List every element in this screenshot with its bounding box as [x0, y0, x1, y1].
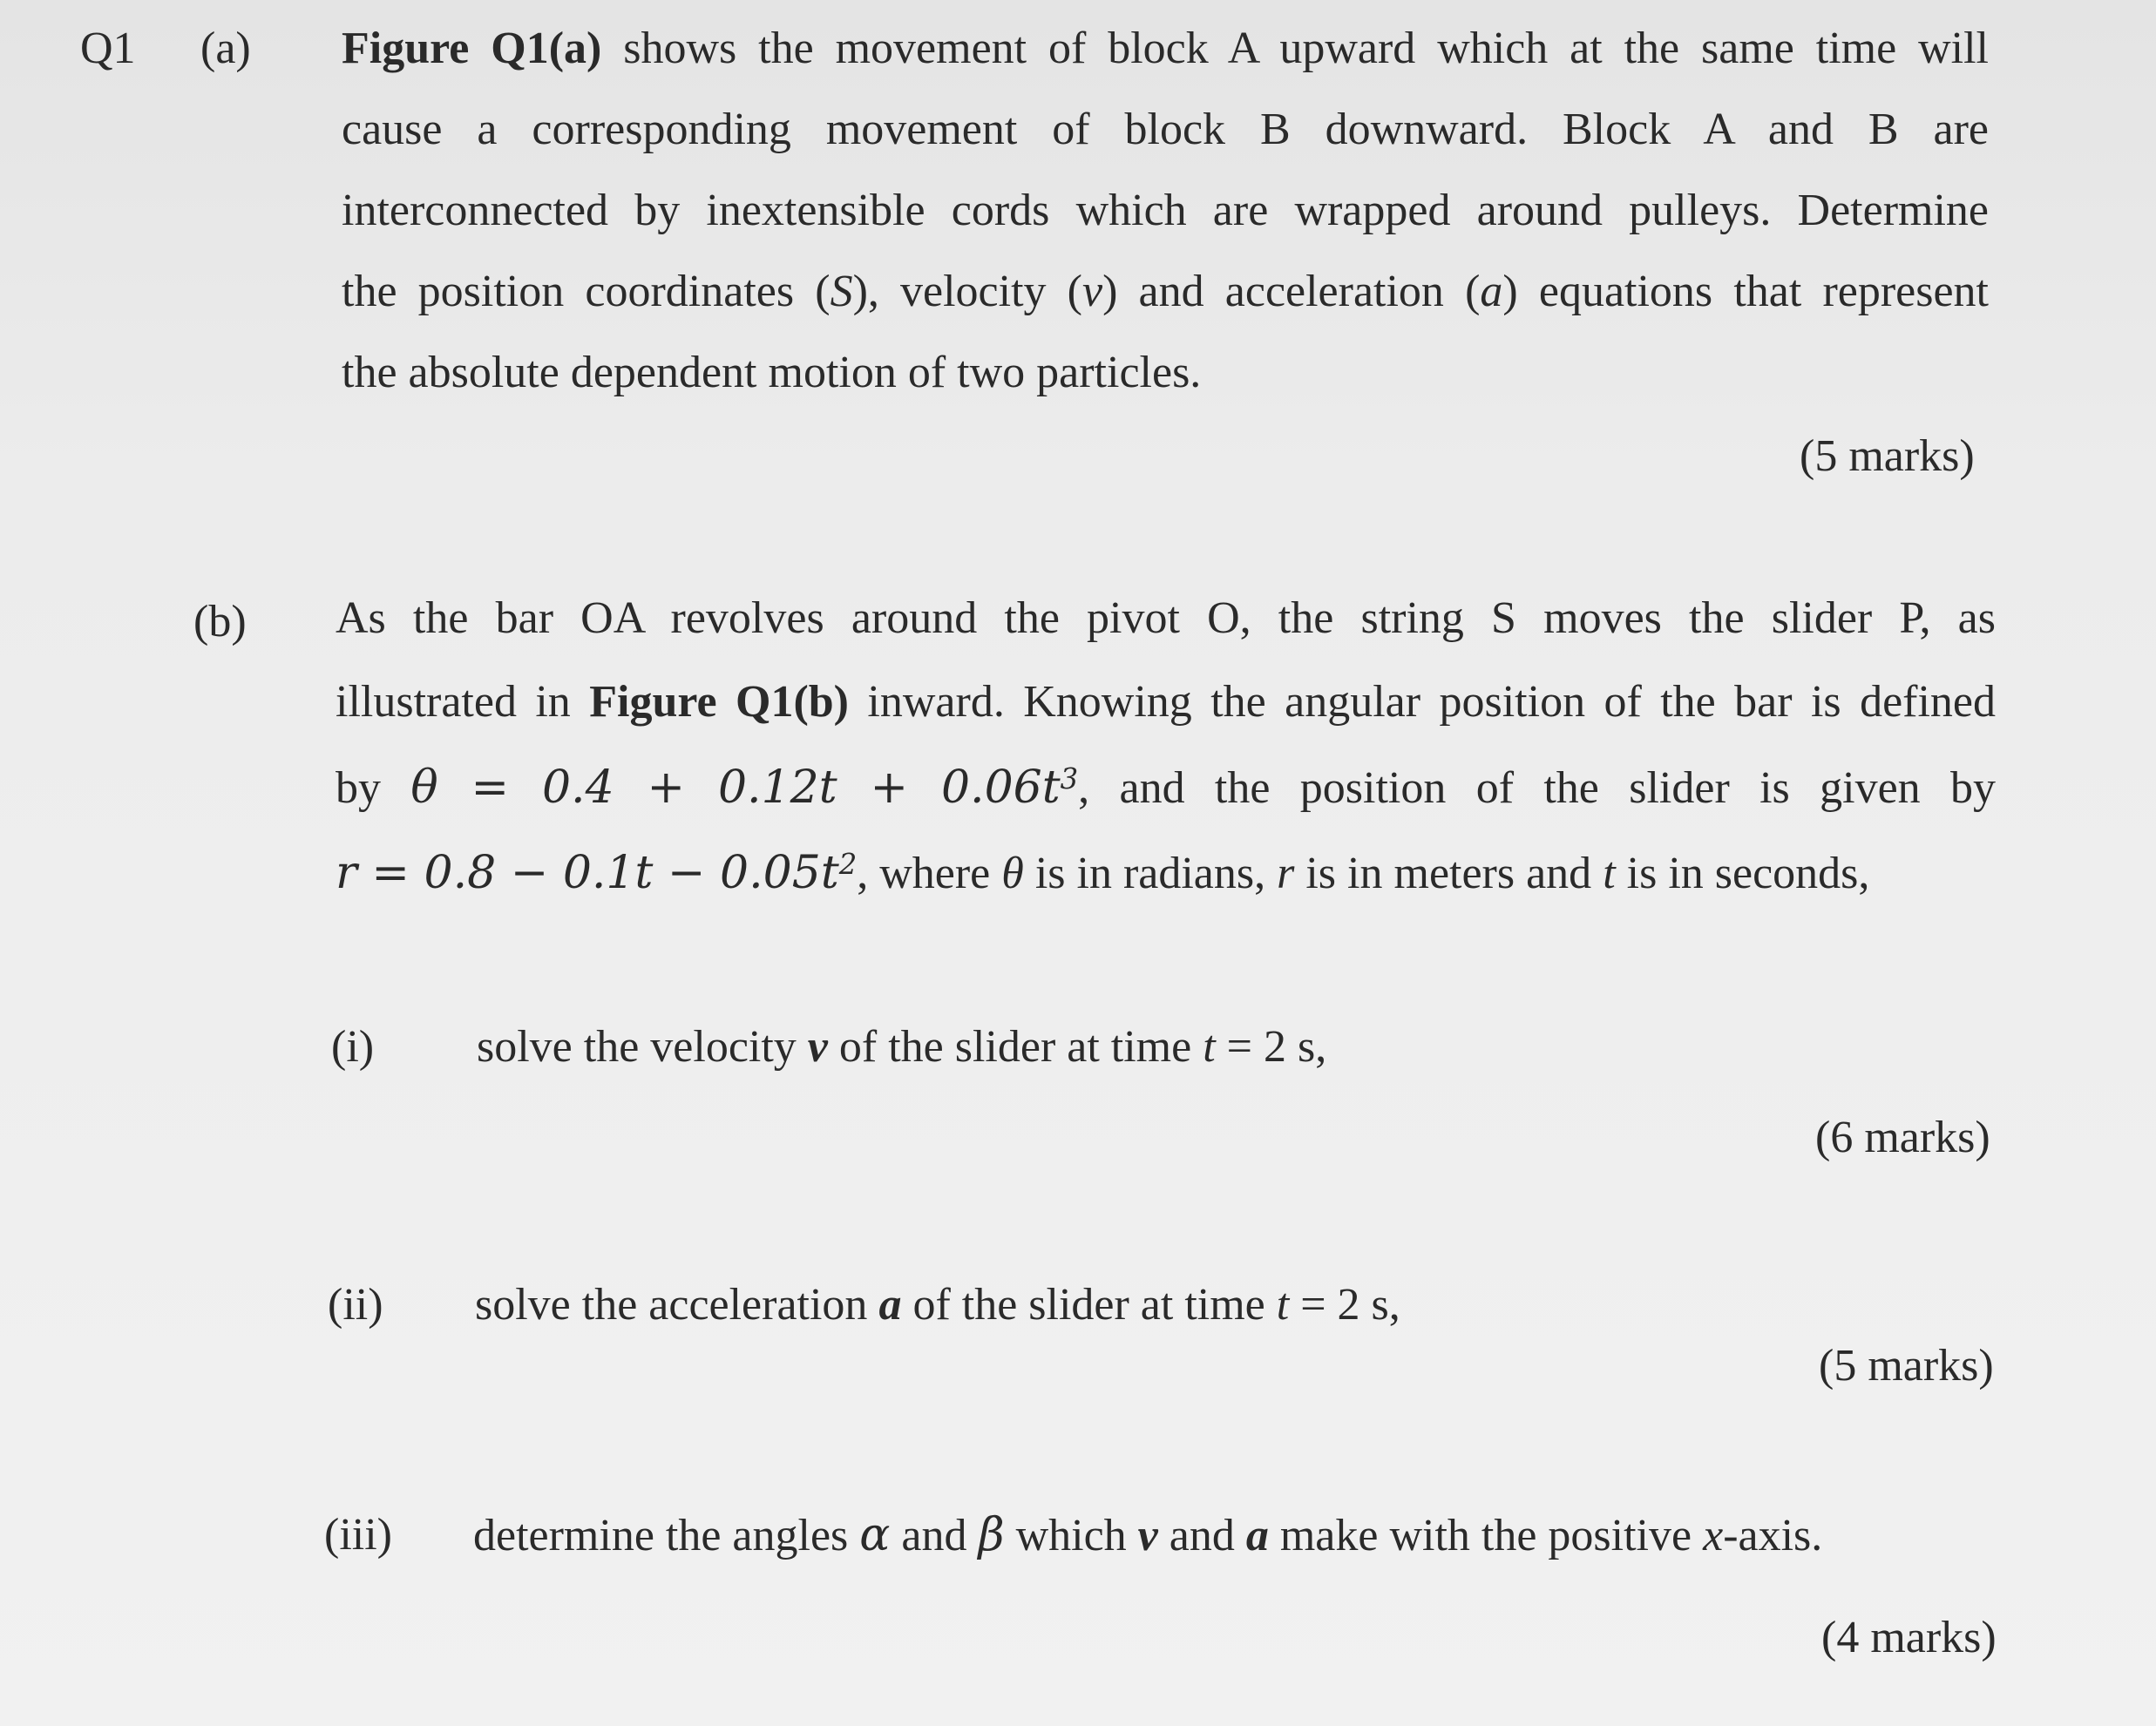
text-run: is in meters and: [1294, 849, 1603, 898]
symbol-s: S: [830, 267, 853, 316]
part-a-line: cause a corresponding movement of block B downward. Block A and B are: [342, 105, 1989, 154]
part-a-line: [342, 266, 1989, 318]
part-a-line: the absolute dependent motion of two particles.: [342, 348, 1202, 397]
symbol-t: t: [1603, 849, 1616, 898]
item-i-label: (i): [331, 1022, 375, 1072]
item-ii-text: [475, 1280, 1400, 1330]
symbol-a: a: [1480, 267, 1503, 316]
text-run: make with the positive: [1268, 1511, 1704, 1560]
text-run: , where: [857, 849, 1002, 898]
text-run: is in radians,: [1023, 849, 1278, 898]
symbol-a: a: [1245, 1511, 1269, 1560]
text-run: inward. Knowing the angular position of the bar is defined: [849, 677, 1997, 727]
symbol-x: x: [1703, 1511, 1724, 1560]
exponent: 2: [838, 847, 858, 881]
exponent: 3: [1060, 761, 1079, 795]
figure-ref: Figure Q1(b): [589, 677, 850, 727]
theta-equation: [410, 761, 1078, 814]
text-run: of the slider at time: [901, 1280, 1277, 1330]
text-run: = 2 s,: [1215, 1022, 1327, 1072]
item-i-text: [477, 1022, 1327, 1072]
text-run: shows the movement of block A upward which at the same time will: [601, 24, 1989, 73]
part-b-line: [336, 847, 1996, 899]
text-run: solve the acceleration: [475, 1280, 879, 1330]
item-iii-label: (iii): [324, 1510, 392, 1560]
symbol-v: v: [1082, 267, 1103, 316]
text-run: = 2 s,: [1289, 1280, 1400, 1330]
item-iii-marks: (4 marks): [1821, 1613, 1997, 1662]
text-run: and: [890, 1511, 979, 1560]
item-i-marks: (6 marks): [1815, 1113, 1990, 1162]
symbol-beta: β: [978, 1509, 1005, 1561]
figure-ref: Figure Q1(a): [342, 24, 602, 73]
text-run: -axis.: [1723, 1511, 1823, 1560]
part-b-line: As the bar OA revolves around the pivot O, the string S moves the slider P, as: [336, 593, 1996, 643]
part-b-line: [336, 676, 1996, 728]
item-ii-marks: (5 marks): [1819, 1341, 1994, 1391]
symbol-alpha: α: [859, 1509, 891, 1561]
text-run: ) equations that represent: [1502, 267, 1989, 316]
text-run: is in seconds,: [1615, 849, 1870, 898]
part-b-text: [336, 592, 1996, 941]
text-run: the position coordinates (: [342, 267, 831, 316]
symbol-v: v: [1137, 1511, 1158, 1560]
part-b-line: [336, 761, 1996, 814]
part-a-marks: (5 marks): [1800, 431, 1975, 481]
question-number: Q1: [80, 24, 136, 73]
text-run: determine the angles: [473, 1511, 860, 1560]
symbol-r: r: [1277, 849, 1295, 898]
text-run: which: [1004, 1511, 1138, 1560]
symbol-t: t: [1276, 1280, 1290, 1330]
text-run: by: [336, 763, 381, 813]
text-run: , and the position of the slider is given by: [1078, 763, 1996, 813]
part-a-line: interconnected by inextensible cords which are wrapped around pulleys. Determine: [342, 186, 1989, 235]
r-equation: [336, 847, 857, 899]
text-run: and: [1157, 1511, 1246, 1560]
text-run: illustrated in: [336, 677, 590, 727]
text-run: solve the velocity: [477, 1022, 808, 1072]
equation-text: r = 0.8 − 0.1t − 0.05t: [336, 847, 839, 899]
symbol-a: a: [878, 1280, 902, 1330]
part-a-label: (a): [200, 24, 251, 73]
text-run: ) and acceleration (: [1102, 267, 1481, 316]
symbol-v: v: [807, 1022, 828, 1072]
item-iii-text: [473, 1509, 1823, 1561]
part-b-label: (b): [193, 597, 247, 646]
equation-text: θ = 0.4 + 0.12t + 0.06t: [410, 761, 1061, 814]
part-a-text: [342, 23, 1989, 406]
part-a-line: [342, 23, 1989, 75]
item-ii-label: (ii): [328, 1280, 383, 1330]
text-run: of the slider at time: [827, 1022, 1203, 1072]
symbol-theta: θ: [1001, 849, 1024, 898]
text-run: ), velocity (: [852, 267, 1082, 316]
symbol-t: t: [1203, 1022, 1216, 1072]
